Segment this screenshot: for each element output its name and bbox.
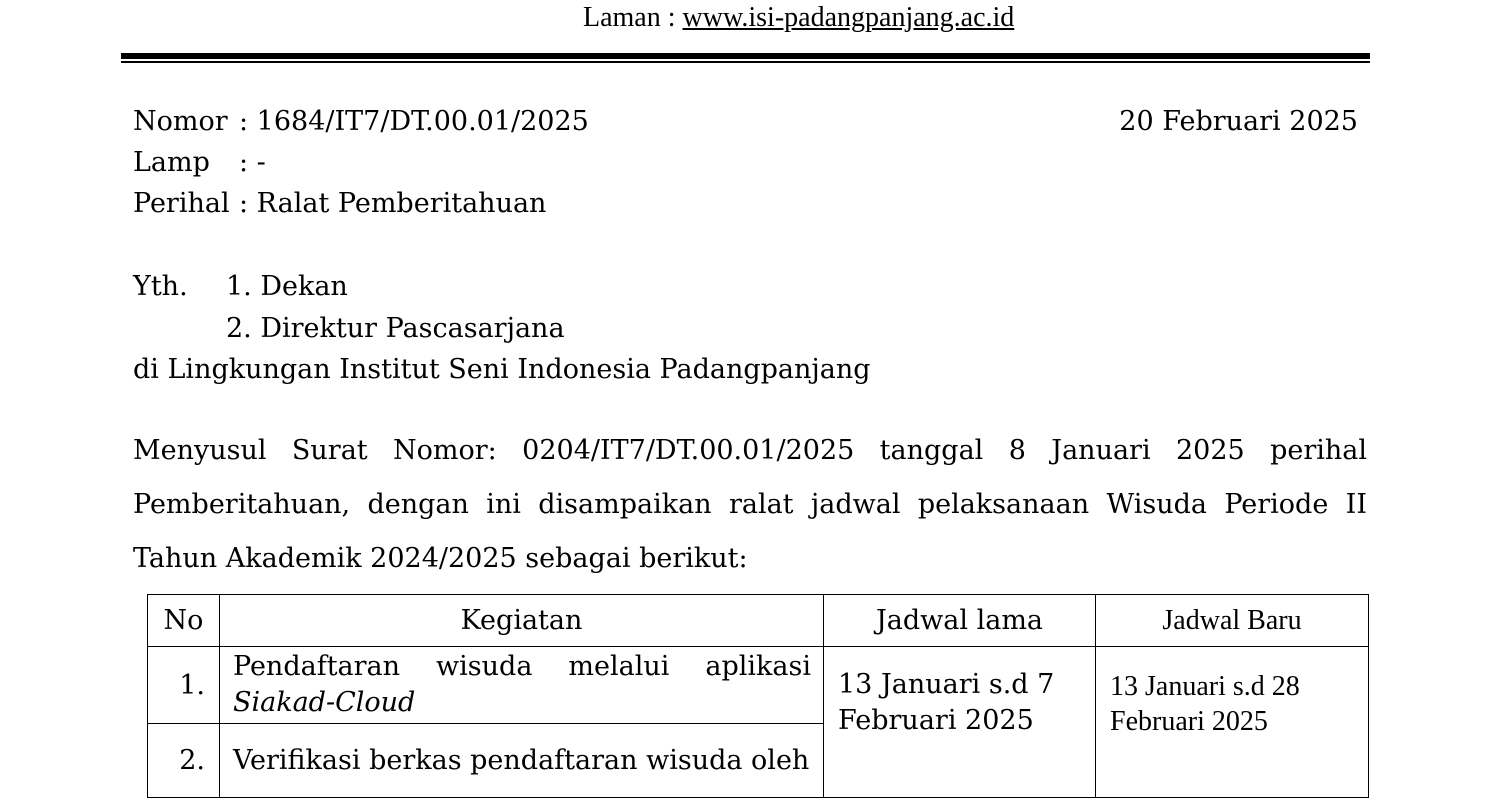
perihal-line xyxy=(133,183,546,224)
lamp-line xyxy=(133,142,266,183)
header-no: No xyxy=(148,595,220,647)
lamp-label: Lamp xyxy=(133,147,210,178)
body-paragraph: Menyusul Surat Nomor: 0204/IT7/DT.00.01/2025 tanggal 8 Januari 2025 perihal Pemberitahuan, dengan ini disampaikan ralat jadwal pelaksanaan Wisuda Periode II Tahun Akademik 2024/2025 sebagai berikut: xyxy=(133,435,1367,574)
website-line xyxy=(583,1,1014,35)
table-row xyxy=(148,647,1369,724)
recipient-item: 2. Direktur Pascasarjana xyxy=(226,313,565,344)
row-number: 1. xyxy=(148,647,220,724)
jadwal-lama-cell: 13 Januari s.d 7 Februari 2025 xyxy=(824,647,1096,798)
header-kegiatan: Kegiatan xyxy=(220,595,824,647)
row-number: 2. xyxy=(148,724,220,798)
header-rule-thin xyxy=(121,61,1370,63)
lamp-value: : - xyxy=(239,147,266,178)
nomor-line xyxy=(133,101,589,142)
letter-date: 20 Februari 2025 xyxy=(1119,106,1358,137)
header-rule-thick xyxy=(121,53,1370,59)
table-header-row xyxy=(148,595,1369,647)
schedule-table xyxy=(147,594,1369,798)
jadwal-baru-cell: 13 Januari s.d 28 Februari 2025 xyxy=(1096,647,1369,798)
perihal-label: Perihal xyxy=(133,188,230,219)
row-kegiatan xyxy=(220,647,824,724)
header-jadwal-lama: Jadwal lama xyxy=(824,595,1096,647)
nomor-label: Nomor xyxy=(133,106,228,137)
website-label: Laman : xyxy=(583,2,683,33)
header-jadwal-baru: Jadwal Baru xyxy=(1096,595,1369,647)
kegiatan-text: Pendaftaran wisuda melalui aplikasi xyxy=(233,651,811,682)
recipient-item: 1. Dekan xyxy=(226,271,348,302)
kegiatan-italic: Siakad-Cloud xyxy=(233,687,416,718)
perihal-value: : Ralat Pemberitahuan xyxy=(239,188,547,219)
nomor-value: : 1684/IT7/DT.00.01/2025 xyxy=(239,106,589,137)
row-kegiatan: Verifikasi berkas pendaftaran wisuda oleh xyxy=(220,724,824,798)
recipient-location: di Lingkungan Institut Seni Indonesia Padangpanjang xyxy=(133,354,871,385)
yth-label: Yth. xyxy=(133,271,188,302)
website-link[interactable]: www.isi-padangpanjang.ac.id xyxy=(682,2,1015,33)
